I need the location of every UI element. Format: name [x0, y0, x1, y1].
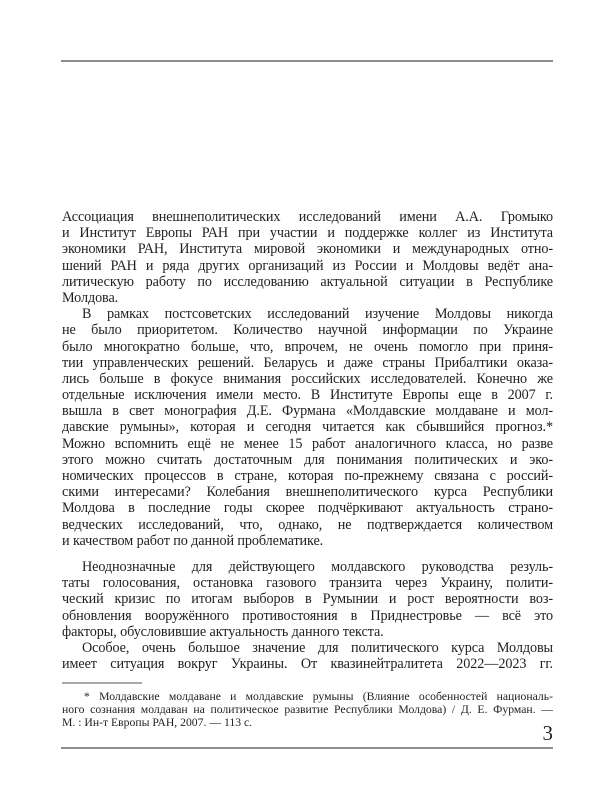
text-line: номических процессов в стране, которая по-прежнему связана с россий-: [62, 468, 553, 484]
text-line: скими интересами? Колебания внешнеполитического курса Республики: [62, 484, 553, 501]
text-line: Можно вспомнить ещё не менее 15 работ аналогичного класса, но разве: [62, 435, 553, 452]
text-line: тии управленческих решений. Беларусь и даже страны Прибалтики оказа-: [62, 354, 553, 371]
text-line: М. : Ин-т Европы РАН, 2007. — 113 с.: [62, 716, 253, 729]
text-line: * Молдавские молдаване и молдавские румыны (Влияние особенностей националь-: [84, 690, 553, 703]
footnote-text: [62, 690, 553, 729]
text-line: таты голосования, остановка газового транзита через Украину, полити-: [62, 575, 553, 592]
page-number: 3: [542, 721, 553, 745]
text-line: литическую работу по исследованию актуальной ситуации в Республике: [62, 273, 553, 290]
footnote-separator: [62, 682, 142, 684]
text-line: ного сознания молдаван на политическое развитие Республики Молдова) / Д. Е. Фурман. —: [62, 703, 553, 716]
text-line: лись больше в фокусе внимания российских исследователей. Конечно же: [62, 370, 553, 387]
paragraph-research-context: [62, 306, 553, 549]
text-line: и Институт Европы РАН при участии и поддержке коллег из Института: [62, 225, 553, 242]
text-line: было многократно больше, что, впрочем, не очень помогло при приня-: [62, 338, 553, 355]
header-rule: [61, 60, 553, 62]
text-line: и качеством работ по данной проблематике.: [62, 532, 324, 549]
text-line: Неоднозначные для действующего молдавского руководства резуль-: [82, 558, 553, 575]
text-line: ческий кризис по итогам выборов в Румынии и рост вероятности воз-: [62, 591, 553, 608]
text-line: шений РАН и ряда других организаций из России и Молдовы ведёт ана-: [62, 257, 553, 274]
text-line: Ассоциация внешнеполитических исследований имени А.А. Громыко: [62, 209, 553, 225]
text-line: факторы, обусловившие актуальность данного текста.: [62, 623, 384, 640]
text-line: давские румыны», которая и сегодня читается как сбывшийся прогноз.*: [62, 419, 553, 436]
text-line: обновления вооружённого противостояния в Приднестровье — всё это: [62, 607, 553, 624]
text-line: имеет ситуация вокруг Украины. От квазинейтралитета 2022—2023 гг.: [62, 656, 553, 673]
text-line: вышла в свет монография Д.Е. Фурмана «Молдавские молдаване и мол-: [62, 403, 553, 420]
paragraph-intro: [62, 209, 553, 306]
text-line: Молдова.: [62, 289, 119, 306]
text-line: Особое, очень большое значение для политического курса Молдовы: [82, 639, 553, 656]
text-line: ведческих исследований, что, однако, не подтверждается количеством: [62, 516, 553, 533]
paragraph-factors: [62, 559, 553, 640]
paragraph-ukraine-situation: [62, 640, 553, 672]
text-line: Молдова в последние годы скорее подчёркивают актуальность страно-: [62, 500, 553, 517]
text-line: не было приоритетом. Количество научной информации по Украине: [62, 322, 553, 339]
text-line: экономики РАН, Института мировой экономики и международных отно-: [62, 241, 553, 258]
text-line: этого можно считать достаточным для понимания политических и эко-: [62, 451, 553, 468]
footnote: [62, 682, 553, 729]
main-text: [62, 209, 553, 672]
text-line: отдельные исключения имели место. В Институте Европы еще в 2007 г.: [62, 387, 553, 404]
footer-rule: [61, 747, 553, 749]
text-line: В рамках постсоветских исследований изучение Молдовы никогда: [82, 306, 553, 323]
